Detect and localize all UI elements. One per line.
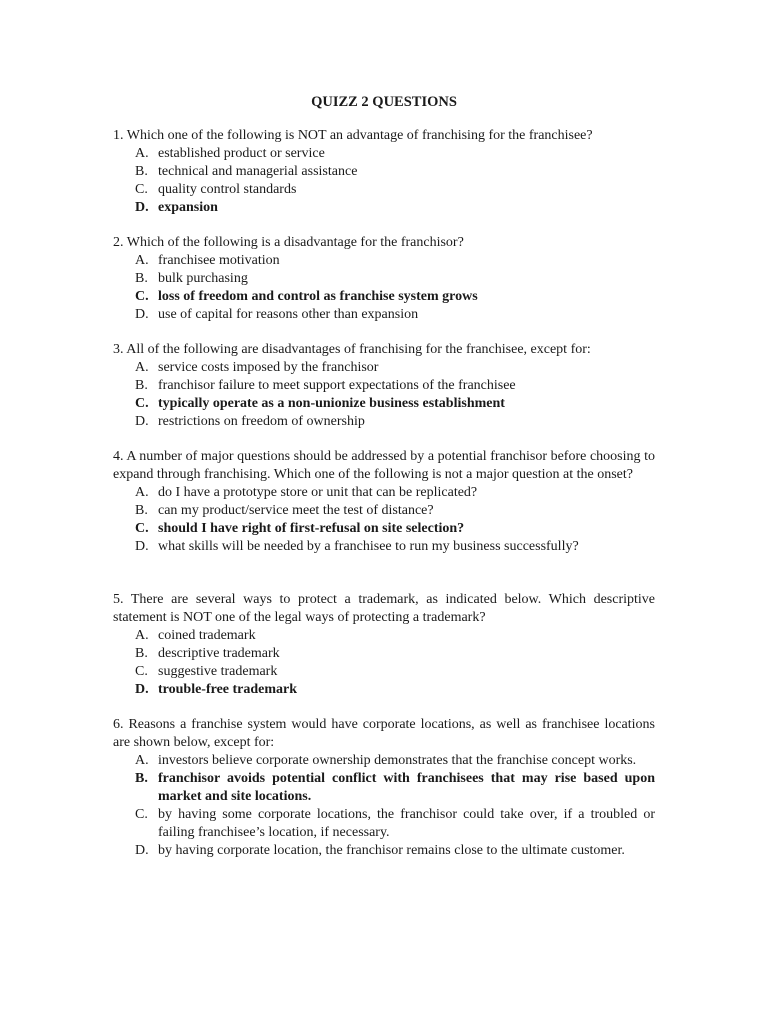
question-3 — [113, 341, 655, 431]
option-text: do I have a prototype store or unit that can be replicated? — [158, 485, 478, 500]
option-c-correct — [113, 520, 655, 538]
option-c — [113, 663, 655, 681]
option-b-correct — [113, 770, 655, 806]
option-d — [113, 538, 655, 556]
option-letter: A. — [135, 628, 149, 643]
option-letter: D. — [135, 682, 149, 697]
option-b — [113, 645, 655, 663]
question-1 — [113, 127, 655, 217]
option-letter: A. — [135, 253, 149, 268]
option-text: by having some corporate locations, the franchisor could take over, if a troubled or failing franchisee’s location, if necessary. — [158, 807, 655, 840]
question-stem: 3. All of the following are disadvantages of franchising for the franchisee, except for: — [113, 342, 591, 357]
option-letter: D. — [135, 539, 149, 554]
option-letter: B. — [135, 378, 148, 393]
question-6 — [113, 716, 655, 860]
option-c-correct — [113, 288, 655, 306]
option-text: descriptive trademark — [158, 646, 280, 661]
option-letter: A. — [135, 753, 149, 768]
option-letter: C. — [135, 289, 149, 304]
option-a — [113, 359, 655, 377]
option-d — [113, 413, 655, 431]
option-c — [113, 181, 655, 199]
option-letter: A. — [135, 485, 149, 500]
option-a — [113, 627, 655, 645]
option-a — [113, 484, 655, 502]
option-text: suggestive trademark — [158, 664, 278, 679]
option-c-correct — [113, 395, 655, 413]
option-text: bulk purchasing — [158, 271, 248, 286]
option-text: franchisee motivation — [158, 253, 280, 268]
option-b — [113, 163, 655, 181]
option-letter: B. — [135, 271, 148, 286]
option-letter: C. — [135, 807, 148, 822]
question-4 — [113, 448, 655, 556]
option-b — [113, 502, 655, 520]
option-list — [113, 752, 655, 860]
option-d-correct — [113, 199, 655, 217]
question-stem: 1. Which one of the following is NOT an advantage of franchising for the franchisee? — [113, 128, 593, 143]
option-a — [113, 252, 655, 270]
option-text: established product or service — [158, 146, 325, 161]
option-text: should I have right of first-refusal on site selection? — [158, 521, 465, 536]
option-text: loss of freedom and control as franchise system grows — [158, 289, 478, 304]
option-text: trouble-free trademark — [158, 682, 298, 697]
question-stem: 4. A number of major questions should be addressed by a potential franchisor before choosing to expand through franchising. Which one of the following is not a major question at the onset? — [113, 449, 655, 482]
option-list — [113, 484, 655, 556]
option-text: quality control standards — [158, 182, 297, 197]
option-letter: A. — [135, 146, 149, 161]
question-2 — [113, 234, 655, 324]
option-letter: B. — [135, 646, 148, 661]
option-list — [113, 252, 655, 324]
option-text: typically operate as a non-unionize business establishment — [158, 396, 505, 411]
question-stem: 5. There are several ways to protect a trademark, as indicated below. Which descriptive statement is NOT one of the legal ways of protecting a trademark? — [113, 592, 655, 625]
option-letter: A. — [135, 360, 149, 375]
option-b — [113, 270, 655, 288]
option-b — [113, 377, 655, 395]
option-c — [113, 806, 655, 842]
page-title: QUIZZ 2 QUESTIONS — [311, 94, 457, 110]
option-text: what skills will be needed by a franchisee to run my business successfully? — [158, 539, 579, 554]
question-stem: 6. Reasons a franchise system would have corporate locations, as well as franchisee locations are shown below, except for: — [113, 717, 655, 750]
option-letter: C. — [135, 182, 148, 197]
option-list — [113, 359, 655, 431]
option-text: franchisor avoids potential conflict with franchisees that may rise based upon market and site locations. — [158, 771, 655, 804]
option-letter: C. — [135, 521, 149, 536]
option-letter: B. — [135, 164, 148, 179]
option-text: franchisor failure to meet support expectations of the franchisee — [158, 378, 516, 393]
option-d — [113, 306, 655, 324]
option-text: coined trademark — [158, 628, 256, 643]
option-a — [113, 145, 655, 163]
option-list — [113, 145, 655, 217]
question-stem: 2. Which of the following is a disadvantage for the franchisor? — [113, 235, 464, 250]
option-text: use of capital for reasons other than expansion — [158, 307, 419, 322]
option-text: can my product/service meet the test of distance? — [158, 503, 434, 518]
option-letter: D. — [135, 200, 149, 215]
option-letter: D. — [135, 307, 149, 322]
option-d — [113, 842, 655, 860]
option-list — [113, 627, 655, 699]
option-letter: D. — [135, 843, 149, 858]
option-text: investors believe corporate ownership demonstrates that the franchise concept works. — [158, 753, 637, 768]
option-text: service costs imposed by the franchisor — [158, 360, 379, 375]
option-a — [113, 752, 655, 770]
option-letter: C. — [135, 396, 149, 411]
option-text: technical and managerial assistance — [158, 164, 358, 179]
option-text: restrictions on freedom of ownership — [158, 414, 365, 429]
option-text: by having corporate location, the franchisor remains close to the ultimate customer. — [158, 843, 625, 858]
option-letter: C. — [135, 664, 148, 679]
option-letter: B. — [135, 771, 148, 786]
option-d-correct — [113, 681, 655, 699]
question-5 — [113, 591, 655, 699]
option-letter: B. — [135, 503, 148, 518]
option-letter: D. — [135, 414, 149, 429]
option-text: expansion — [158, 200, 218, 215]
